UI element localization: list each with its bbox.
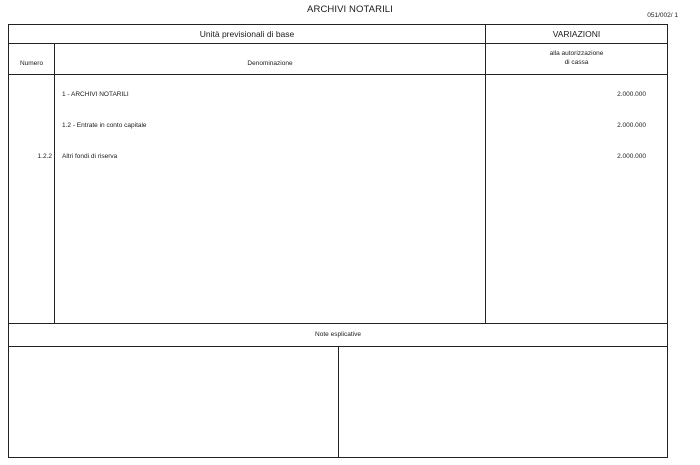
row-denominazione: Altri fondi di riserva [62, 153, 118, 160]
header-divider-top [9, 43, 667, 44]
denominazione-column-header: Denominazione [247, 60, 293, 67]
numero-column-header: Numero [19, 60, 44, 67]
autorizzazione-header-line2: di cassa [564, 59, 589, 66]
row-importo: 2.000.000 [617, 91, 646, 98]
row-denominazione: 1 - ARCHIVI NOTARILI [62, 91, 129, 98]
table-body-bottom-rule [9, 323, 667, 324]
upb-header: Unità previsionali di base [199, 29, 295, 39]
notes-right-box [339, 347, 667, 458]
row-importo: 2.000.000 [617, 153, 646, 160]
page-reference: 051/002/ 1 [647, 12, 678, 19]
notes-title: Note esplicative [315, 331, 361, 338]
row-importo: 2.000.000 [617, 122, 646, 129]
row-numero: 1.2.2 [37, 153, 52, 160]
variazioni-header: VARIAZIONI [552, 29, 601, 39]
budget-table-frame [8, 24, 668, 458]
notes-left-box [9, 347, 338, 458]
document-title: ARCHIVI NOTARILI [307, 4, 393, 15]
autorizzazione-header-line1: alla autorizzazione [549, 50, 604, 57]
variazioni-column-rule [485, 25, 486, 323]
header-divider-bottom [9, 74, 667, 75]
row-denominazione: 1.2 - Entrate in conto capitale [62, 122, 147, 129]
numero-column-rule [54, 43, 55, 323]
